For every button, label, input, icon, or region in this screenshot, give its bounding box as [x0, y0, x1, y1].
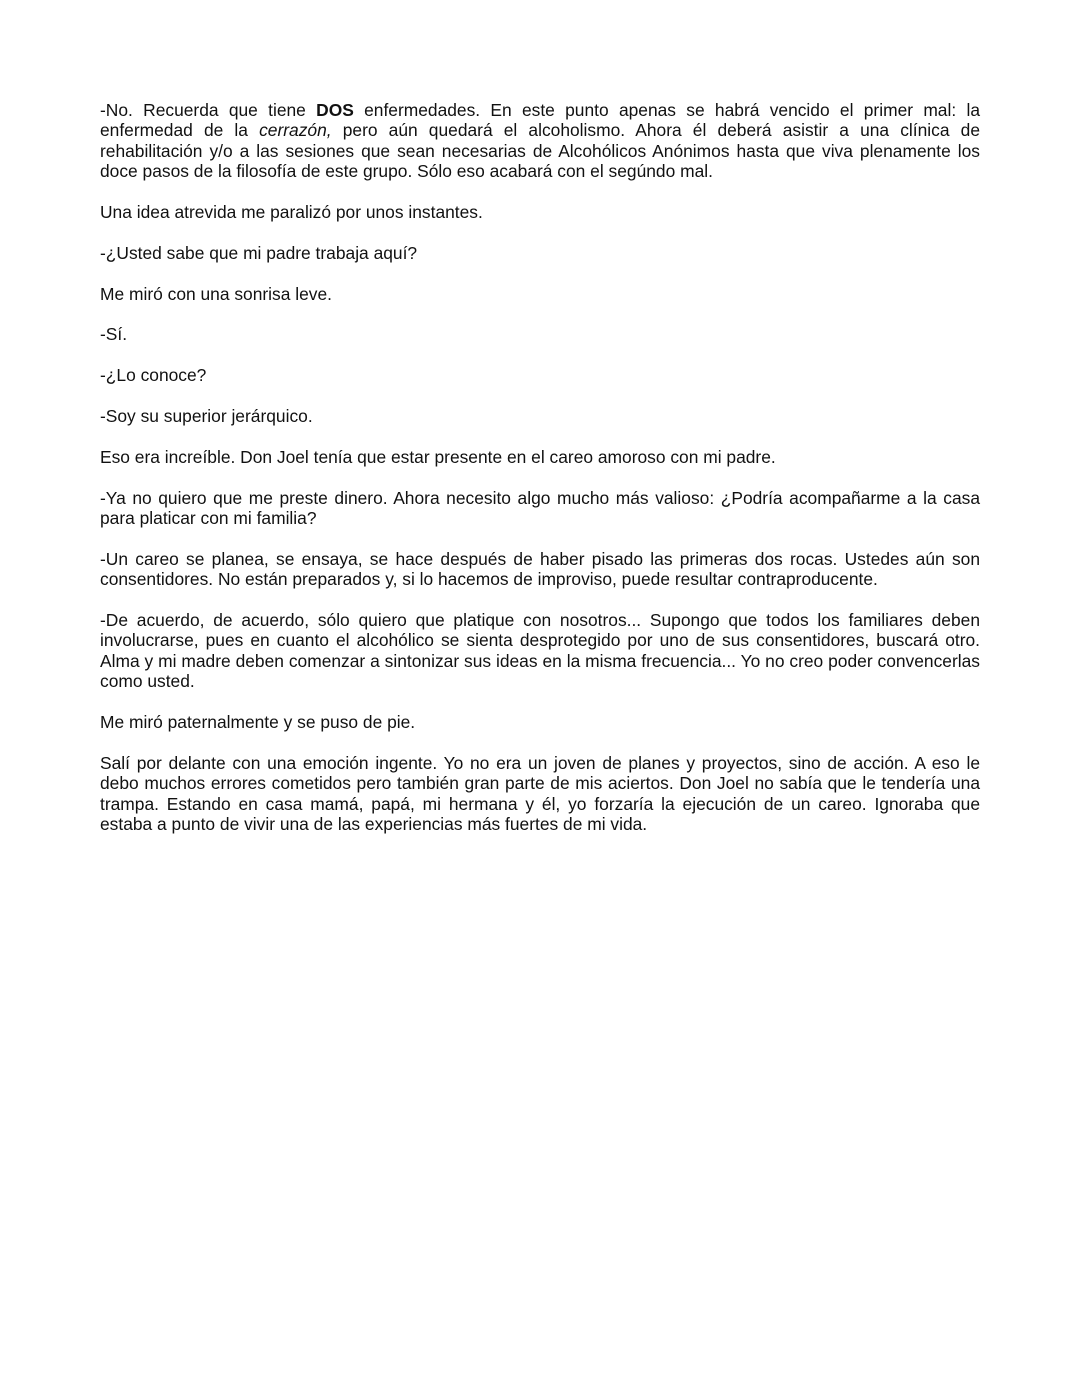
- paragraph: -Un careo se planea, se ensaya, se hace después de haber pisado las primeras dos rocas. Ustedes aún son consentidores. No están preparados y, si lo hacemos de improviso, puede resultar contraproducente.: [100, 548, 980, 590]
- paragraph: -Sí.: [100, 324, 128, 345]
- text-run: pero aún quedará el alcoholismo. Ahora él deberá asistir a una clínica de rehabilitación y/o a las sesiones que sean necesarias de Alcohólicos Anónimos hasta que viva plenamente los doce pasos de la filosofía de este grupo. Sólo eso acabará con el segúndo mal.: [100, 120, 980, 182]
- paragraph: -Ya no quiero que me preste dinero. Ahora necesito algo mucho más valioso: ¿Podría acompañarme a la casa para platicar con mi familia?: [100, 487, 980, 528]
- paragraph: -Soy su superior jerárquico.: [100, 406, 313, 426]
- paragraph: -De acuerdo, de acuerdo, sólo quiero que platique con nosotros... Supongo que todos los familiares deben involucrarse, pues en cuanto el alcohólico se sienta desprotegido por uno de sus consentidores, buscará otro. Alma y mi madre deben comenzar a sintonizar sus ideas en la misma frecuencia... Yo no creo poder convencerlas como usted.: [100, 610, 980, 692]
- text-run: -No. Recuerda que tiene: [100, 100, 317, 120]
- text-run: enfermedades. En este punto apenas se habrá vencido el primer mal: la enfermedad de la: [100, 100, 980, 141]
- paragraph: Salí por delante con una emoción ingente. Yo no era un joven de planes y proyectos, sino de acción. A eso le debo muchos errores cometidos pero también gran parte de mis aciertos. Don Joel no sabía que le tendería una trampa. Estando en casa mamá, papá, mi hermana y él, yo forzaría la ejecución de un careo. Ignoraba que estaba a punto de vivir una de las experiencias más fuertes de mi vida.: [100, 752, 980, 835]
- paragraph: -¿Usted sabe que mi padre trabaja aquí?: [100, 242, 418, 263]
- paragraph: Eso era increíble. Don Joel tenía que estar presente en el careo amoroso con mi padre.: [100, 446, 776, 467]
- document-page: [100, 100, 980, 855]
- emphasis-italic: cerrazón,: [259, 120, 332, 141]
- paragraph: Me miró paternalmente y se puso de pie.: [100, 712, 416, 733]
- paragraph: -¿Lo conoce?: [100, 365, 207, 386]
- paragraph-dos-enfermedades: [100, 100, 980, 182]
- paragraph: Una idea atrevida me paralizó por unos instantes.: [100, 202, 483, 223]
- emphasis-bold: DOS: [316, 100, 354, 120]
- paragraph: Me miró con una sonrisa leve.: [100, 283, 332, 304]
